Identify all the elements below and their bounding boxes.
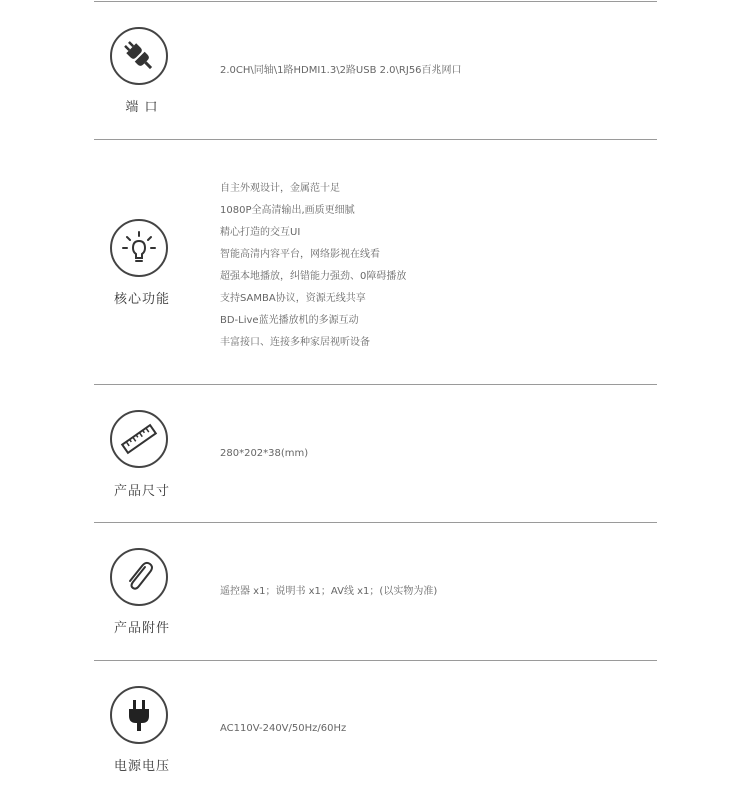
divider [94,384,657,385]
features-list [220,178,406,354]
feature-item: BD-Live蓝光播放机的多源互动 [220,315,359,326]
connector-plug-icon [110,27,168,85]
divider [94,139,657,140]
feature-item: 丰富接口、连接多种家居视听设备 [220,337,370,348]
feature-item: 1080P全高清输出,画质更细腻 [220,205,355,216]
divider [94,1,657,2]
divider [94,660,657,661]
power-plug-icon [110,686,168,744]
section-label: 核心功能 [113,292,170,307]
feature-item: 自主外观设计，金属范十足 [220,183,340,194]
divider [94,522,657,523]
section-label: 产品附件 [113,621,170,636]
ports-text: 2.0CH\同轴\1路HDMI1.3\2路USB 2.0\RJ56百兆网口 [220,65,462,76]
size-text: 280*202*38(mm) [220,448,309,459]
power-text: AC110V-240V/50Hz/60Hz [220,723,347,734]
feature-item: 支持SAMBA协议，资源无线共享 [220,293,366,304]
section-label: 产品尺寸 [113,484,170,499]
section-label: 电源电压 [113,759,170,774]
lightbulb-icon [110,219,168,277]
ruler-icon [110,410,168,468]
accessories-text: 遥控器 x1；说明书 x1；AV线 x1；(以实物为准) [220,586,438,597]
feature-item: 精心打造的交互UI [220,227,301,238]
section-label: 端 口 [125,100,159,115]
feature-item: 智能高清内容平台，网络影视在线看 [220,249,380,260]
feature-item: 超强本地播放，纠错能力强劲、0障碍播放 [220,271,407,282]
paperclip-icon [110,548,168,606]
